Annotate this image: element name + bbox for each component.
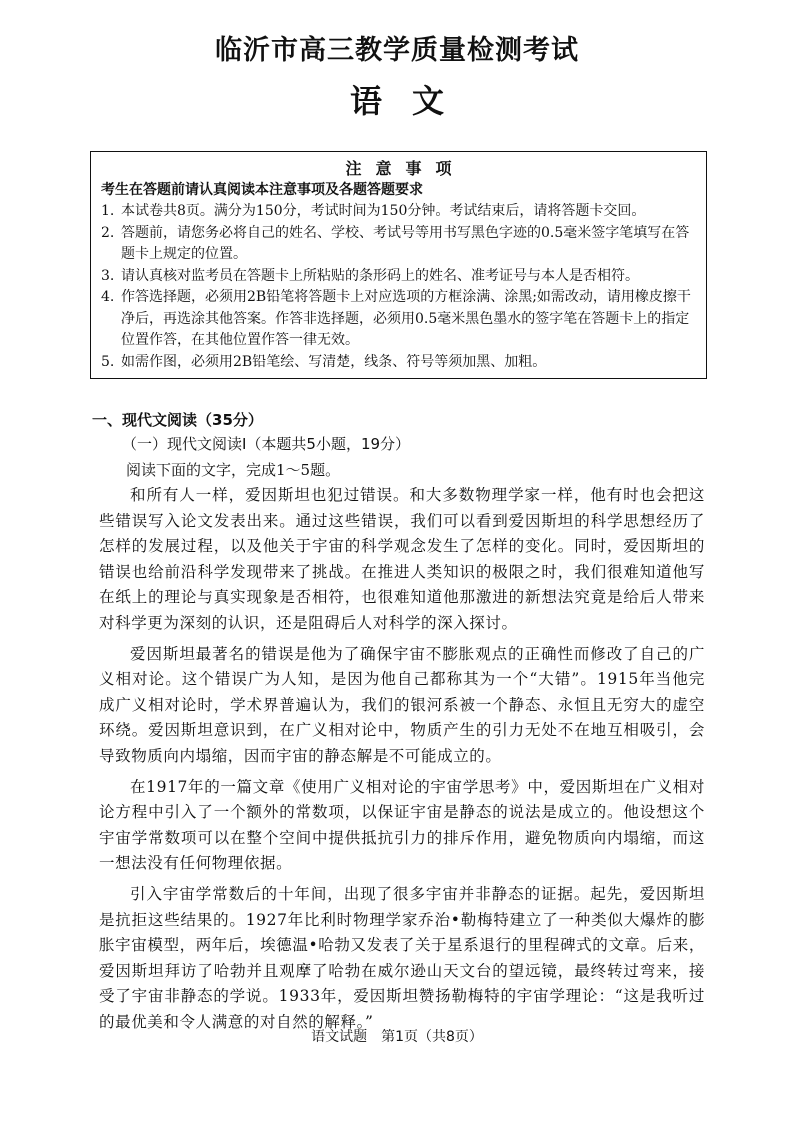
exam-title: 临沂市高三教学质量检测考试 xyxy=(215,35,579,66)
notice-item-text: 如需作图，必须用2B铅笔绘、写清楚，线条、符号等须加黑、加粗。 xyxy=(121,353,547,370)
passage-paragraph: 在1917年的一篇文章《使用广义相对论的宇宙学思考》中，爱因斯坦在广义相对论方程中引入了一个额外的常数项，以保证宇宙是静态的说法是成立的。他设想这个宇宙学常数项可以在整个空间中提供抵抗引力的排斥作用，避免物质向内塌缩，而这一想法没有任何物理依据。 xyxy=(99,777,705,873)
notice-item-number: 4. xyxy=(101,289,115,305)
passage-paragraph: 和所有人一样，爱因斯坦也犯过错误。和大多数物理学家一样，他有时也会把这些错误写入论文发表出来。通过这些错误，我们可以看到爱因斯坦的科学思想经历了怎样的发展过程，以及他关于宇宙的科学观念发生了怎样的变化。同时，爱因斯坦的错误也给前沿科学发现带来了挑战。在推进人类知识的极限之时，我们很难知道他写在纸上的理论与真实现象是否相符，也很难知道他那激进的新想法究竟是给后人带来对科学更为深刻的认识，还是阻碍后人对科学的深入探讨。 xyxy=(99,486,705,632)
reading-passage xyxy=(99,483,705,1040)
notice-item xyxy=(101,287,696,352)
subject-title: 语文 xyxy=(349,82,474,120)
notice-item-text: 作答选择题，必须用2B铅笔将答题卡上对应选项的方框涂满、涂黑;如需改动，请用橡皮擦干净后，再选涂其他答案。作答非选择题，必须用0.5毫米黑色墨水的签字笔在答题卡上的指定位置作答，在其他位置作答一律无效。 xyxy=(121,289,691,348)
notice-item xyxy=(101,352,696,374)
notice-item-text: 本试卷共8页。满分为150分，考试时间为150分钟。考试结束后，请将答题卡交回。 xyxy=(121,203,646,219)
section-heading: 一、现代文阅读（35分） xyxy=(92,411,263,429)
notice-item xyxy=(101,266,696,288)
reading-instruction: 阅读下面的文字，完成1～5题。 xyxy=(126,461,341,479)
passage-paragraph: 爱因斯坦最著名的错误是他为了确保宇宙不膨胀观点的正确性而修改了自己的广义相对论。这个错误广为人知，是因为他自己都称其为一个“大错”。1915年当他完成广义相对论时，学术界普遍认为，我们的银河系被一个静态、永恒且无穷大的虚空环绕。爱因斯坦意识到，在广义相对论中，物质产生的引力无处不在地互相吸引，会导致物质向内塌缩，因而宇宙的静态解是不可能成立的。 xyxy=(99,644,705,765)
notice-item xyxy=(101,201,696,223)
notice-item-text: 请认真核对监考员在答题卡上所粘贴的条形码上的姓名、准考证号与本人是否相符。 xyxy=(121,267,639,284)
notice-box xyxy=(90,151,707,379)
section-subheading: （一）现代文阅读Ⅰ（本题共5小题，19分） xyxy=(122,435,411,453)
notice-item-number: 2. xyxy=(101,224,115,241)
notice-item-number: 5. xyxy=(101,353,115,370)
notice-intro: 考生在答题前请认真阅读本注意事项及各题答题要求 xyxy=(101,182,423,198)
notice-title: 注意事项 xyxy=(345,159,466,178)
notice-item-number: 1. xyxy=(101,203,115,219)
notice-item-text: 答题前，请您务必将自己的姓名、学校、考试号等用书写黑色字迹的0.5毫米签字笔填写在答题卡上规定的位置。 xyxy=(121,224,690,262)
notice-item-number: 3. xyxy=(101,267,115,284)
page-footer: 语文试题 第1页（共8页） xyxy=(311,1029,483,1045)
notice-item xyxy=(101,223,696,266)
passage-paragraph: 引入宇宙学常数后的十年间，出现了很多宇宙并非静态的证据。起先，爱因斯坦是抗拒这些结果的。1927年比利时物理学家乔治•勒梅特建立了一种类似大爆炸的膨胀宇宙模型，两年后，埃德温•哈勃又发表了关于星系退行的里程碑式的文章。后来，爱因斯坦拜访了哈勃并且观摩了哈勃在威尔逊山天文台的望远镜，最终转过弯来，接受了宇宙非静态的学说。1933年，爱因斯坦赞扬勒梅特的宇宙学理论：“这是我听过的最优美和令人满意的对自然的解释。” xyxy=(99,884,705,1031)
